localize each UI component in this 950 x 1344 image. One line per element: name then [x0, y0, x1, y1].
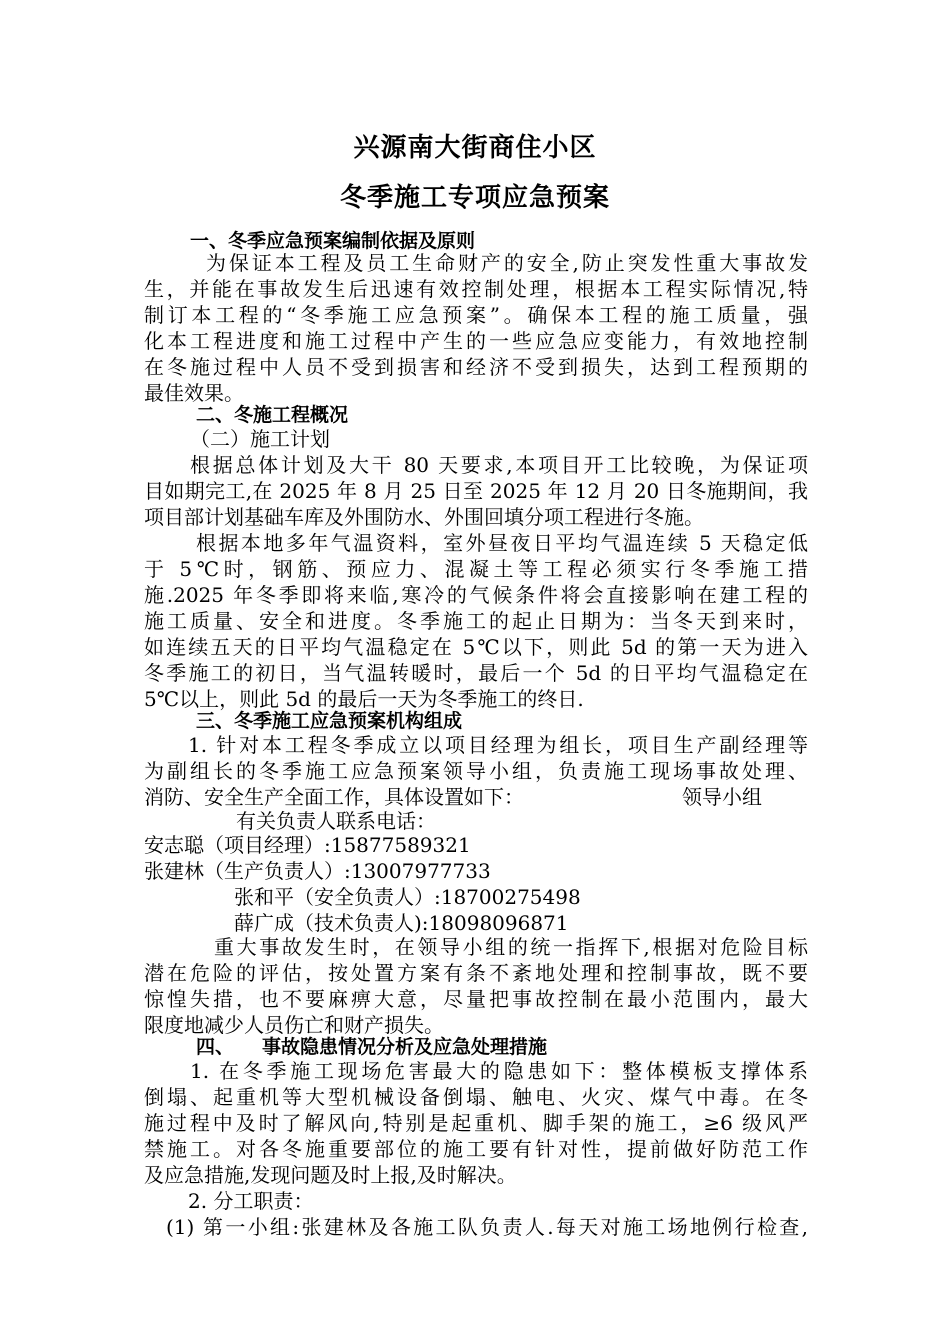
paragraph-line: 及应急措施,发现问题及时上报,及时解决。	[144, 1163, 517, 1187]
paragraph-line: (1) 第一小组:张建林及各施工队负责人.每天对施工场地例行检查,	[166, 1215, 808, 1239]
paragraph-line: 2. 分工职责：	[188, 1189, 314, 1213]
paragraph-line: 重大事故发生时，在领导小组的统一指挥下,根据对危险目标	[214, 935, 808, 959]
paragraph-line: 项目部计划基础车库及外围防水、外围回填分项工程进行冬施。	[144, 505, 704, 529]
paragraph-line: 生，并能在事故发生后迅速有效控制处理，根据本工程实际情况,特	[144, 277, 808, 301]
paragraph-line: 制订本工程的“冬季施工应急预案”。确保本工程的施工质量，强	[144, 303, 808, 327]
paragraph-line: 1. 针对本工程冬季成立以项目经理为组长，项目生产副经理等	[188, 733, 808, 757]
paragraph-line: 禁施工。对各冬施重要部位的施工要有针对性，提前做好防范工作	[144, 1137, 808, 1161]
contact-line: 薛广成（技术负责人):18098096871	[234, 911, 569, 935]
paragraph-line: 施过程中及时了解风向,特别是起重机、脚手架的施工，≥6 级风严	[144, 1111, 808, 1135]
leading-group-label: 领导小组	[682, 785, 762, 809]
section-4-number: 四、	[196, 1036, 235, 1058]
paragraph-line: 1. 在冬季施工现场危害最大的隐患如下：整体模板支撑体系	[190, 1059, 808, 1083]
document-title: 兴源南大街商住小区	[353, 133, 597, 163]
paragraph-line: 如连续五天的日平均气温稳定在 5℃以下，则此 5d 的第一天为进入	[144, 635, 808, 659]
paragraph-line: 惊惶失措，也不要麻痹大意，尽量把事故控制在最小范围内，最大	[144, 987, 808, 1011]
paragraph-line: 施.2025 年冬季即将来临,寒冷的气候条件将会直接影响在建工程的	[144, 583, 808, 607]
paragraph-line: 潜在危险的评估，按处置方案有条不紊地处理和控制事故，既不要	[144, 961, 808, 985]
paragraph-line: 为保证本工程及员工生命财产的安全,防止突发性重大事故发	[206, 251, 808, 275]
section-4-heading: 事故隐患情况分析及应急处理措施	[262, 1036, 548, 1058]
contacts-label: 有关负责人联系电话：	[236, 809, 436, 833]
section-2-heading: 二、冬施工程概况	[196, 404, 349, 426]
section-1-heading: 一、冬季应急预案编制依据及原则	[190, 230, 476, 252]
paragraph-line: 化本工程进度和施工过程中产生的一些应急应变能力，有效地控制	[144, 329, 808, 353]
paragraph-line: 在冬施过程中人员不受到损害和经济不受到损失，达到工程预期的	[144, 355, 808, 379]
paragraph-line: 限度地减少人员伤亡和财产损失。	[144, 1013, 444, 1037]
paragraph-line: 目如期完工,在 2025 年 8 月 25 日至 2025 年 12 月 20 日冬施期间，我	[144, 479, 808, 503]
paragraph-line: 冬季施工的初日，当气温转暖时，最后一个 5d 的日平均气温稳定在	[144, 661, 808, 685]
paragraph-line: 5℃以上，则此 5d 的最后一天为冬季施工的终日.	[144, 687, 584, 711]
contact-line: 张建林（生产负责人）:13007977733	[144, 859, 491, 883]
paragraph-line: 根据本地多年气温资料，室外昼夜日平均气温连续 5 天稳定低	[196, 531, 808, 555]
paragraph-line: 于 5℃时，钢筋、预应力、混凝土等工程必须实行冬季施工措	[144, 557, 808, 581]
paragraph-line: 为副组长的冬季施工应急预案领导小组，负责施工现场事故处理、	[144, 759, 808, 783]
paragraph-line: 消防、安全生产全面工作，具体设置如下：	[144, 785, 524, 809]
contact-line: 安志聪（项目经理）:15877589321	[144, 833, 471, 857]
section-3-heading: 三、冬季施工应急预案机构组成	[196, 710, 463, 732]
subsection-heading: （二）施工计划	[190, 427, 330, 451]
paragraph-line: 根据总体计划及大干 80 天要求,本项目开工比较晚，为保证项	[190, 453, 808, 477]
document-subtitle: 冬季施工专项应急预案	[339, 183, 610, 213]
paragraph-line: 最佳效果。	[144, 381, 244, 405]
paragraph-line: 倒塌、起重机等大型机械设备倒塌、触电、火灾、煤气中毒。在冬	[144, 1085, 808, 1109]
paragraph-line: 施工质量、安全和进度。冬季施工的起止日期为：当冬天到来时，	[144, 609, 808, 633]
contact-line: 张和平（安全负责人）:18700275498	[234, 885, 581, 909]
